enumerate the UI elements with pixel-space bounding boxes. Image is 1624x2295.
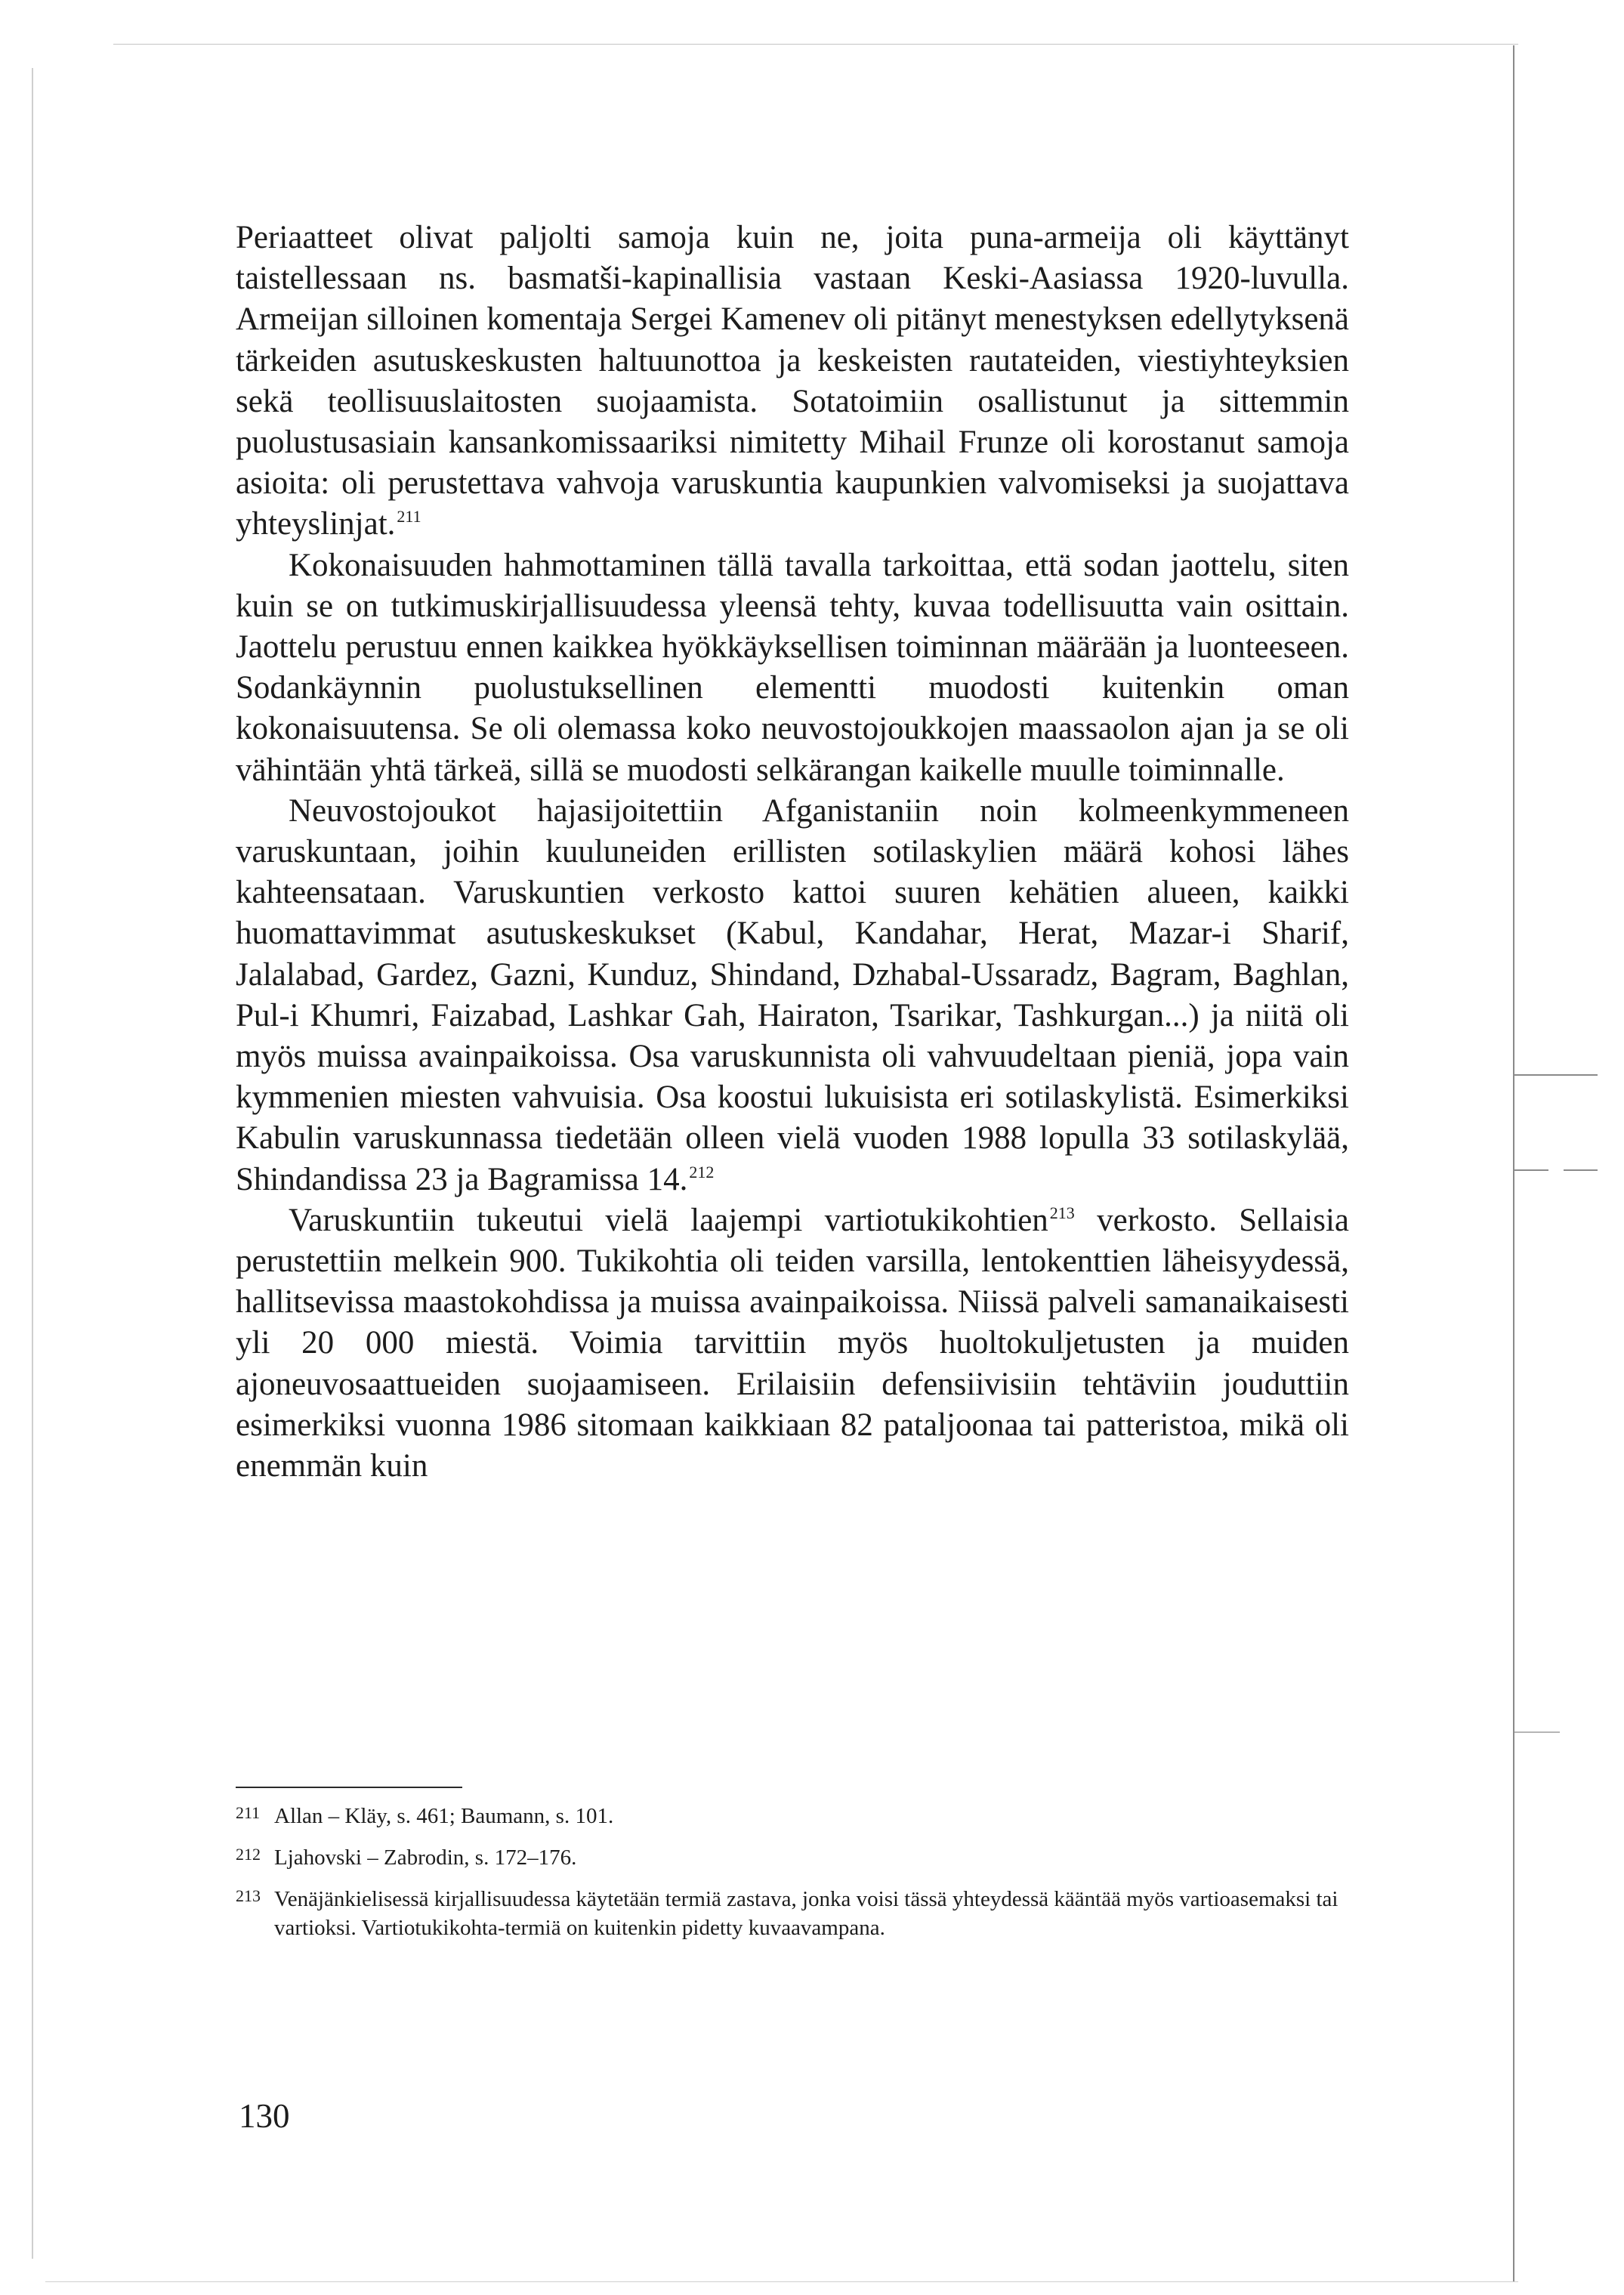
paragraph-3: Neuvostojoukot hajasijoitettiin Afganistaniin noin kolmeenkymmeneen varuskuntaan, joihin kuuluneiden erillisten sotilaskylien määrä kohosi lähes kahteensataan. Varuskuntien verkosto kattoi suuren kehätien alueen, kaikki huomattavimmat asutuskeskukset (Kabul, Kandahar, Herat, Mazar-i Sharif, Jalalabad, Gardez, Gazni, Kunduz, Shindand, Dzhabal-Ussaradz, Bagram, Baghlan, Pul-i Khumri, Faizabad, Lashkar Gah, Hairaton, Tsarikar, Tashkurgan...) ja niitä oli myös muissa avainpaikoissa. Osa varuskunnista oli vahvuudeltaan pieniä, jopa vain kymmenien miesten vahvuisia. Osa koostui lukuisista eri sotilaskylistä. Esimerkiksi Kabulin varuskunnassa tiedetään olleen vielä vuoden 1988 lopulla 33 sotilaskylää, Shindandissa 23 ja Bagramissa 14.$^{212}$ [236,792,1349,1197]
body-text [236,218,1349,1487]
scan-edge-bottom [45,2281,1518,2282]
footnote-number: 213 [236,1886,261,1905]
paragraph-2: Kokonaisuuden hahmottaminen tällä tavalla tarkoittaa, että sodan jaottelu, siten kuin se on tutkimuskirjallisuudessa yleensä tehty, kuvaa todellisuutta vain osittain. Jaottelu perustuu ennen kaikkea hyökkäyksellisen toiminnan määrään ja luonteeseen. Sodankäynnin puolustuksellinen elementti muodosti kuitenkin oman kokonaisuutensa. Se oli olemassa koko neuvostojoukkojen maassaolon ajan ja se oli vähintään yhtä tärkeä, sillä se muodosti selkärangan kaikelle muulle toiminnalle. [236,547,1349,788]
paragraph-1: Periaatteet olivat paljolti samoja kuin ne, joita puna-armeija oli käyttänyt taistellessaan ns. basmatši-kapinallisia vastaan Keski-Aasiassa 1920-luvulla. Armeijan silloinen komentaja Sergei Kamenev oli pitänyt menestyksen edellytyksenä tärkeiden asutuskeskusten haltuunottoa ja keskeisten rautateiden, viestiyhteyksien sekä teollisuuslaitosten suojaamista. Sotatoimiin osallistunut ja sittemmin puolustusasiain kansankomissaariksi nimitetty Mihail Frunze oli korostanut samoja asioita: oli perustettava vahvoja varuskuntia kaupunkien valvomiseksi ja suojattava yhteyslinjat.$^{211}$ [236,220,1349,542]
footnote-211 [236,1802,1349,1830]
footnote-213 [236,1885,1349,1942]
footnotes [236,1802,1349,1955]
footnote-number: 211 [236,1803,261,1822]
footnote-text: Allan – Kläy, s. 461; Baumann, s. 101. [274,1804,614,1828]
footnote-separator [236,1787,462,1788]
footnote-ref-212: 212 [689,1162,715,1181]
scan-edge-left [32,68,33,2259]
footnote-ref-211: 211 [397,507,421,527]
footnote-text: Venäjänkielisessä kirjallisuudessa käytetään termiä zastava, jonka voisi tässä yhteydessä kääntää myös vartioasemaksi tai vartioksi. Vartiotukikohta-termiä on kuitenkin pidetty kuvaavampana. [274,1887,1338,1940]
footnote-ref-213: 213 [1049,1203,1075,1222]
scan-edge-top [113,44,1518,45]
scan-edge-right [1513,45,1514,2281]
footnote-text: Ljahovski – Zabrodin, s. 172–176. [274,1846,577,1870]
paragraph-4: Varuskuntiin tukeutui vielä laajempi vartiotukikohtien$^{213}$ verkosto. Sellaisia perustettiin melkein 900. Tukikohtia oli teiden varsilla, lentokenttien läheisyydessä, hallitsevissa maastokohdissa ja muissa avainpaikoissa. Niissä palveli samanaikaisesti yli 20 000 miestä. Voimia tarvittiin myös huoltokuljetusten ja muiden ajoneuvosaattueiden suojaamiseen. Erilaisiin defensiivisiin tehtäviin jouduttiin esimerkiksi vuonna 1986 sitomaan kaikkiaan 82 pataljoonaa tai patteristoa, mikä oli enemmän kuin [236,1202,1349,1484]
footnote-number: 212 [236,1845,261,1864]
margin-tick [1514,1169,1548,1171]
page-number: 130 [239,2097,290,2135]
footnote-212 [236,1843,1349,1872]
margin-tick [1514,1074,1598,1076]
margin-tick [1564,1169,1598,1171]
margin-tick [1514,1731,1560,1733]
